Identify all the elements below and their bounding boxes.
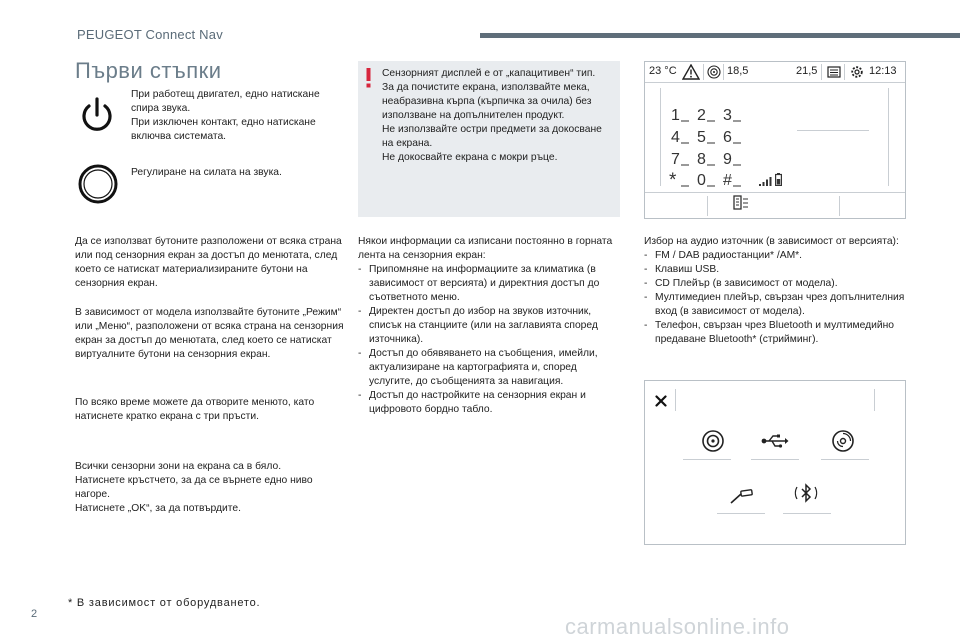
- audio-source-section: [644, 235, 914, 347]
- paragraph-touch-zones: Всички сензорни зони на екрана са в бяло. Натиснете кръстчето, за да се върнете едно ниво нагоре. Натиснете „OK“, за да потвърдите.: [75, 461, 313, 514]
- keypad-key: *: [669, 170, 677, 191]
- phone-contacts-icon: [733, 195, 749, 213]
- keypad-underlines: [681, 120, 751, 192]
- keypad-key: 3: [723, 107, 732, 124]
- list-item: - Телефон, свързан чрез Bluetooth и мултимедийно предаване Bluetooth* (стрийминг).: [644, 319, 914, 347]
- list-item: - Директен достъп до избор на звуков източник, списък на станциите (или на заглавията според източника).: [358, 305, 620, 347]
- list-item: - Клавиш USB.: [644, 263, 914, 277]
- keypad-key: 6: [723, 129, 732, 146]
- settings-icon: [850, 65, 864, 79]
- radio-icon: [701, 429, 725, 453]
- clock: 12:13: [869, 65, 897, 77]
- volume-description: Регулиране на силата на звука.: [131, 167, 282, 178]
- page-number: 2: [31, 608, 38, 620]
- keypad-key: 1: [671, 107, 680, 124]
- cd-icon: [831, 429, 855, 453]
- footnote: * В зависимост от оборудването.: [68, 597, 261, 609]
- usb-icon: [761, 433, 789, 449]
- signal-strength-icon: [759, 175, 773, 186]
- audio-intro: Избор на аудио източник (в зависимост от версията):: [644, 236, 899, 247]
- keypad-key: 7: [671, 151, 680, 168]
- header-bar: [480, 33, 960, 38]
- list-item: - Мултимедиен плейър, свързан чрез допълнителния вход (в зависимост от модела).: [644, 291, 914, 319]
- keypad-key: 0: [697, 172, 706, 189]
- watermark: carmanualsonline.info: [565, 614, 790, 639]
- close-icon: [655, 395, 667, 407]
- warning-mark-icon: [366, 68, 371, 88]
- touchscreen-keypad-illustration: [644, 61, 906, 219]
- battery-icon: [775, 173, 782, 186]
- audio-source-screen-illustration: [644, 380, 906, 545]
- list-item: - Достъп до настройките на сензорния екран и цифровото бордно табло.: [358, 389, 620, 417]
- paragraph-mode-menu: В зависимост от модела използвайте бутоните „Режим“ или „Меню“, разположени от всяка страна на сензорния екран за достъп до менютата, след което се натискат виртуалните бутони на сензорния екран.: [75, 307, 344, 360]
- middle-intro: Някои информации са изписани постоянно в горната лента на сензорния екран:: [358, 236, 613, 261]
- power-icon: [77, 94, 117, 136]
- left-climate-value: 18,5: [727, 65, 749, 77]
- radio-source-icon: [707, 65, 721, 79]
- messages-icon: [827, 66, 841, 78]
- list-item: - Достъп до обявяването на съобщения, имейли, актуализиране на картографията и, според услугите, до съобщенията за навигация.: [358, 347, 620, 389]
- keypad-key: 4: [671, 129, 680, 146]
- aux-jack-icon: [729, 489, 755, 505]
- paragraph-three-fingers: По всяко време можете да отворите менюто, като натиснете кратко екрана с три пръсти.: [75, 397, 315, 422]
- warning-triangle-icon: [682, 64, 700, 80]
- temperature-readout: 23 °C: [649, 65, 677, 77]
- warning-text: Сензорният дисплей е от „капацитивен“ тип. За да почистите екрана, използвайте мека, неабразивна кърпа (кърпичка за очила) без използване на допълнителен продукт. Не използвайте остри предмети за докосване на екрана. Не докосвайте екрана с мокри ръце.: [382, 68, 602, 163]
- keypad-key: 2: [697, 107, 706, 124]
- power-description: При работещ двигател, едно натискане спира звука. При изключен контакт, едно натискане включва системата.: [131, 89, 320, 142]
- keypad-key: #: [723, 172, 732, 189]
- paragraph-buttons: Да се използват бутоните разположени от всяка страна или под сензорния екран за достъп до менютата, след което се натискат материализираните бутони на сензорния екран.: [75, 236, 342, 289]
- middle-section: [358, 235, 620, 417]
- brand-header: PEUGEOT Connect Nav: [77, 27, 223, 42]
- volume-knob-icon: [77, 163, 119, 205]
- keypad-key: 5: [697, 129, 706, 146]
- keypad-key: 8: [697, 151, 706, 168]
- list-item: - FM / DAB радиостанции* /AM*.: [644, 249, 914, 263]
- status-bar: [645, 62, 905, 83]
- list-item: - CD Плейър (в зависимост от модела).: [644, 277, 914, 291]
- bluetooth-streaming-icon: [793, 481, 819, 509]
- keypad-key: 9: [723, 151, 732, 168]
- page-title: Първи стъпки: [75, 58, 222, 83]
- right-climate-value: 21,5: [796, 65, 818, 77]
- list-item: - Припомняне на информациите за климатика (в зависимост от версията) и директния достъп до съответното меню.: [358, 263, 620, 305]
